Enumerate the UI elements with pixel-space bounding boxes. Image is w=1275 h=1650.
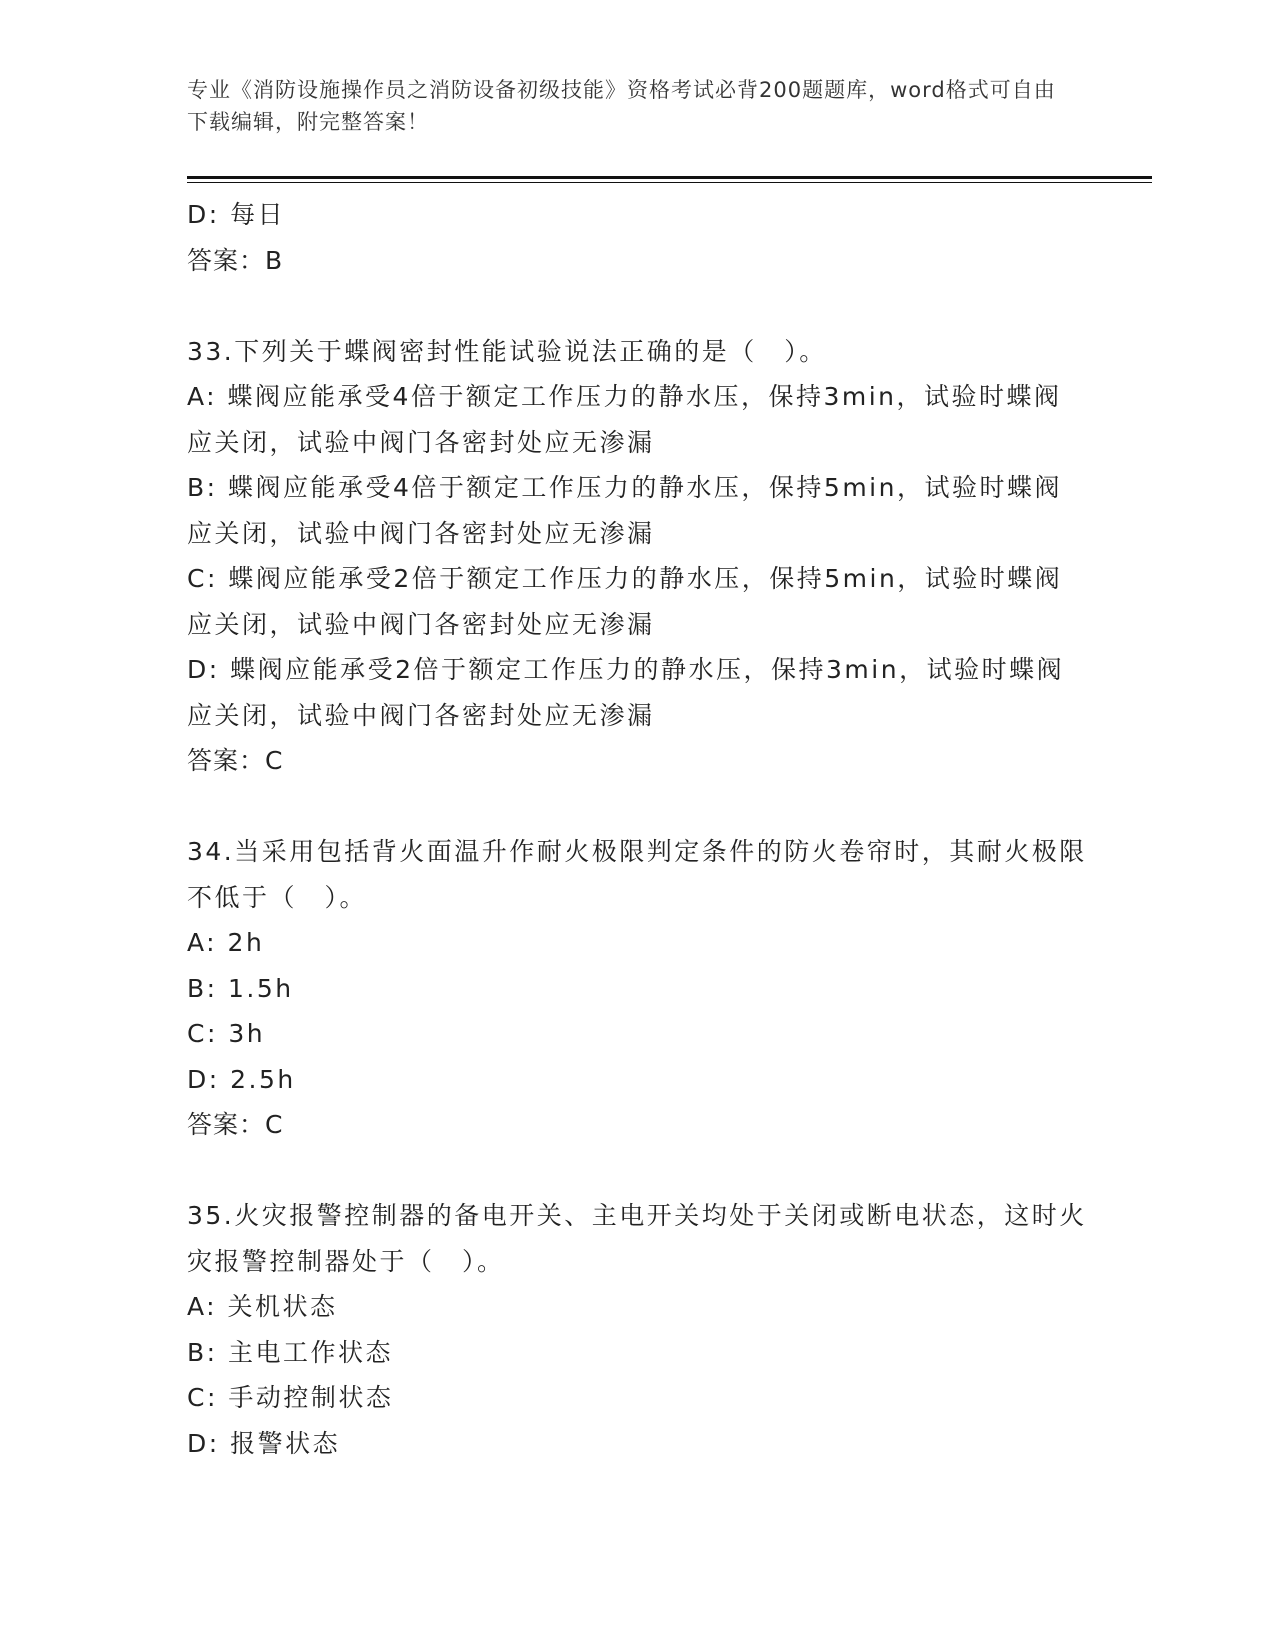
option-b: B: 1.5h <box>187 973 294 1003</box>
option-a: A: 2h <box>187 928 265 957</box>
document-body <box>187 192 1087 1466</box>
option-c: C: 手动控制状态 <box>187 1383 394 1412</box>
header-divider-thin <box>187 182 1152 183</box>
option-d: D: 2.5h <box>187 1064 296 1094</box>
question-stem: 34.当采用包括背火面温升作耐火极限判定条件的防火卷帘时，其耐火极限不低于（ ）。 <box>187 837 1087 912</box>
option-c: C: 蝶阀应能承受2倍于额定工作压力的静水压，保持5min，试验时蝶阀应关闭，试验中阀门各密封处应无渗漏 <box>187 564 1063 639</box>
answer-line: 答案：C <box>187 746 284 775</box>
question-stem: 33.下列关于蝶阀密封性能试验说法正确的是（ ）。 <box>187 336 827 366</box>
question-stem: 35.火灾报警控制器的备电开关、主电开关均处于关闭或断电状态，这时火灾报警控制器处于（ ）。 <box>187 1201 1087 1276</box>
option-a: A: 蝶阀应能承受4倍于额定工作压力的静水压，保持3min，试验时蝶阀应关闭，试验中阀门各密封处应无渗漏 <box>187 382 1062 457</box>
page-header: 专业《消防设施操作员之消防设备初级技能》资格考试必背200题题库，word格式可自由下载编辑，附完整答案！ <box>187 78 1056 134</box>
option-d: D: 报警状态 <box>187 1428 341 1458</box>
option-a: A: 关机状态 <box>187 1292 338 1321</box>
question-33 <box>187 329 1087 784</box>
option-c: C: 3h <box>187 1019 266 1048</box>
answer-line: 答案：C <box>187 1110 284 1139</box>
question-34 <box>187 829 1087 1148</box>
option-b: B: 蝶阀应能承受4倍于额定工作压力的静水压，保持5min，试验时蝶阀应关闭，试验中阀门各密封处应无渗漏 <box>187 473 1062 548</box>
previous-question-tail <box>187 192 1087 283</box>
question-35 <box>187 1193 1087 1466</box>
option-b: B: 主电工作状态 <box>187 1337 394 1367</box>
option-d: D: 蝶阀应能承受2倍于额定工作压力的静水压，保持3min，试验时蝶阀应关闭，试验中阀门各密封处应无渗漏 <box>187 655 1065 730</box>
option-d: D: 每日 <box>187 200 286 229</box>
answer-line: 答案：B <box>187 245 284 275</box>
header-divider-thick <box>187 176 1152 179</box>
